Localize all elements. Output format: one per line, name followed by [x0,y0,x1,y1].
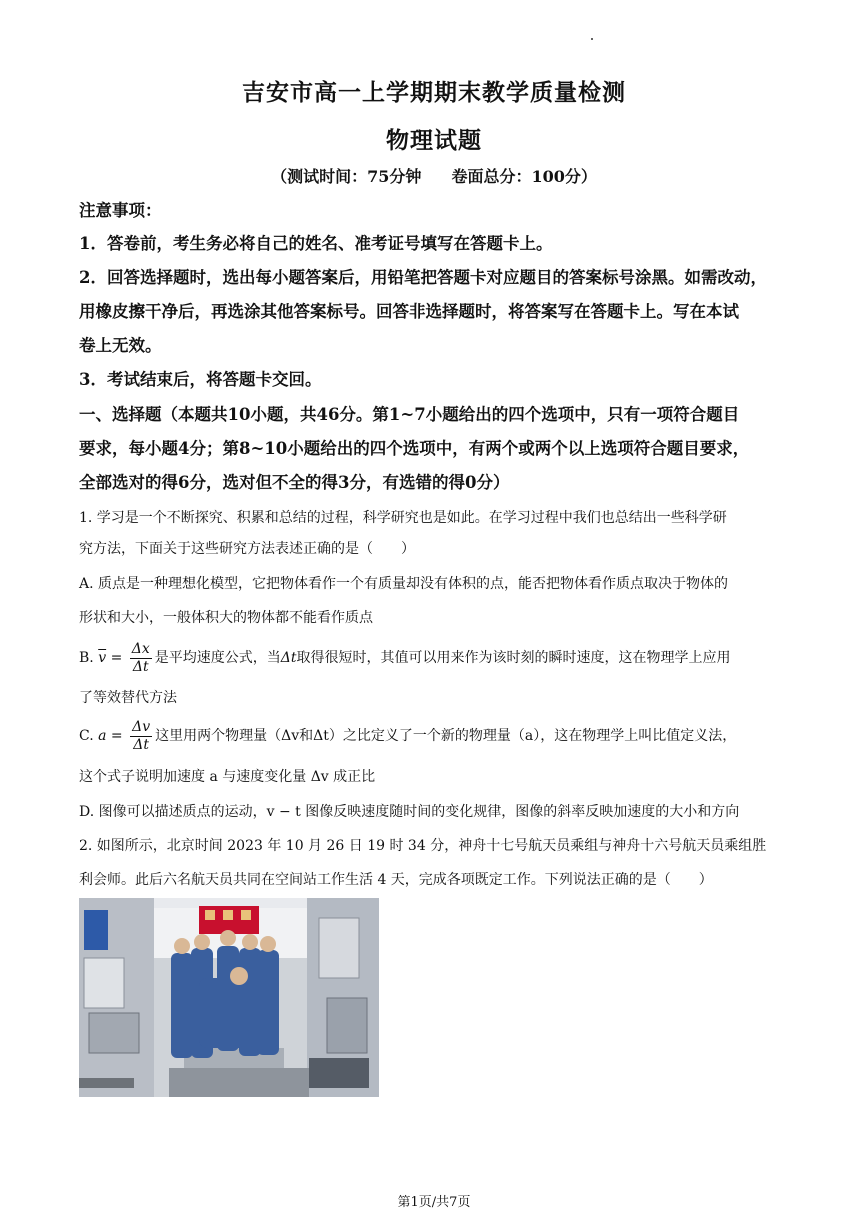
speck [591,38,593,40]
subject-title: 物理试题 [386,127,482,154]
fraction-dx-dt [130,641,152,676]
option-b-text-1: 是平均速度公式，当 [154,650,281,666]
delta-t-symbol: Δt [280,650,297,666]
q1-option-d: D. 图像可以描述质点的运动，v − t 图像反映速度随时间的变化规律，图像的斜率反映加速度的大小和方向 [79,804,740,820]
average-velocity-symbol: $\overline{v}$ [98,650,107,666]
q1-option-b [79,636,791,680]
note-1: 1．答卷前，考生务必将自己的姓名、准考证号填写在答题卡上。 [79,234,553,253]
q2-stem-line-1: 2. 如图所示，北京时间 2023 年 10 月 26 日 19 时 34 分，神舟十七号航天员乘组与神舟十六号航天员乘组胜 [79,838,767,854]
q2-stem-line-2: 利会师。此后六名航天员共同在空间站工作生活 4 天，完成各项既定工作。下列说法正确的是（ ） [79,872,713,888]
score-info: 卷面总分：100分） [451,167,597,186]
q1-option-a-line-2: 形状和大小，一般体积大的物体都不能看作质点 [79,610,373,626]
q1-option-a-line-1: A. 质点是一种理想化模型，它把物体看作一个有质量却没有体积的点，能否把物体看作质点取决于物体的 [79,576,729,592]
exam-info [0,164,868,187]
fraction-dv-dt [130,719,152,754]
exam-title: 吉安市高一上学期期末教学质量检测 [242,79,626,106]
equals-sign: = [106,650,127,666]
option-b-label: B. [79,650,94,666]
section-heading-line-2: 要求，每小题4分；第8~10小题给出的四个选项中，有两个或两个以上选项符合题目要求， [79,439,750,458]
equals-sign: = [106,728,128,744]
note-2-line-2: 用橡皮擦干净后，再选涂其他答案标号。回答非选择题时，将答案写在答题卡上。写在本试 [79,302,739,321]
q1-option-c [79,714,791,758]
q1-stem-line-1: 1. 学习是一个不断探究、积累和总结的过程，科学研究也是如此。在学习过程中我们也总结出一些科学研 [79,510,727,526]
q1-option-b-line-2: 了等效替代方法 [79,690,177,706]
fraction-numerator: Δv [132,718,151,735]
note-3: 3．考试结束后，将答题卡交回。 [79,370,322,389]
q1-option-c-line-2: 这个式子说明加速度 a 与速度变化量 Δv 成正比 [79,769,376,785]
note-2-line-3: 卷上无效。 [79,336,162,355]
fraction-denominator: Δt [133,736,150,753]
fraction-numerator: Δx [131,640,150,657]
time-info: （测试时间：75分钟 [271,167,422,186]
page-footer: 第1页/共7页 [397,1195,471,1210]
note-2-line-1: 2．回答选择题时，选出每小题答案后，用铅笔把答题卡对应题目的答案标号涂黑。如需改动， [79,268,767,287]
section-heading-line-3: 全部选对的得6分，选对但不全的得3分，有选错的得0分） [79,473,510,492]
fraction-denominator: Δt [132,658,149,675]
acceleration-symbol: a [98,728,107,744]
option-c-text-1: 这里用两个物理量（Δv和Δt）之比定义了一个新的物理量（a），这在物理学上叫比值定义法， [155,728,737,744]
notes-heading: 注意事项： [79,201,162,220]
option-c-label: C. [79,728,94,744]
section-heading-line-1: 一、选择题（本题共10小题，共46分。第1~7小题给出的四个选项中，只有一项符合题目 [79,405,740,424]
option-b-text-2: 取得很短时，其值可以用来作为该时刻的瞬时速度，这在物理学上应用 [296,650,731,666]
q1-stem-line-2: 究方法，下面关于这些研究方法表述正确的是（ ） [79,541,415,557]
space-station-photo [79,898,379,1097]
